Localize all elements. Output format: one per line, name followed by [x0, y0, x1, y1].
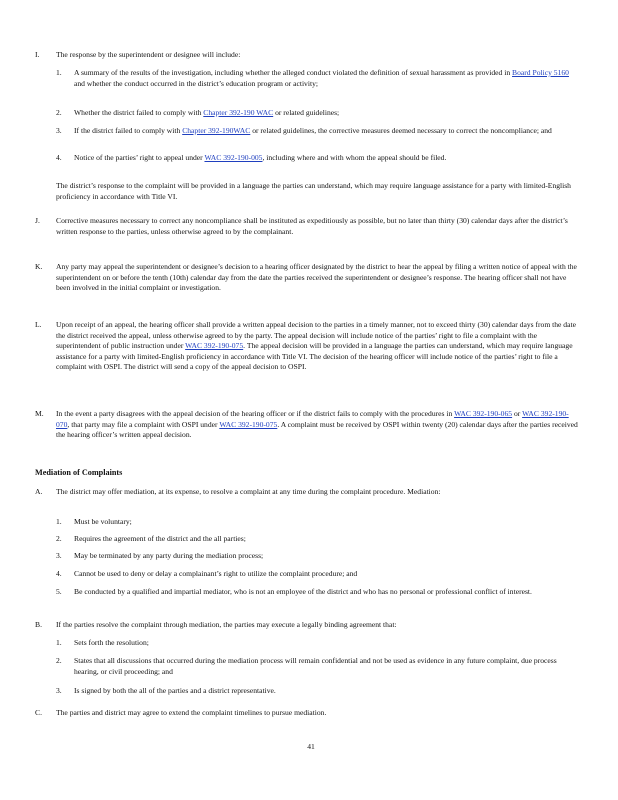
- wac-005-link[interactable]: WAC 392-190-005: [204, 153, 263, 162]
- wac-075-link-2[interactable]: WAC 392-190-075: [219, 419, 278, 429]
- item-number: 1.: [56, 638, 62, 647]
- mediation-a-item-2: Requires the agreement of the district and the all parties;: [74, 534, 246, 543]
- item-number: 4.: [56, 569, 62, 578]
- wac-075-link[interactable]: WAC 392-190-075: [185, 341, 244, 350]
- mediation-label-a: A.: [35, 487, 43, 496]
- mediation-a-item-1: Must be voluntary;: [74, 517, 132, 526]
- item-number: 3.: [56, 686, 62, 695]
- item-number: 1.: [56, 517, 62, 526]
- item-number: 4.: [56, 153, 62, 162]
- section-m-text: In the event a party disagrees with the appeal decision of the hearing officer or if the district fails to comply with the procedures in WAC 392-190-065 or WAC 392-190-070, that party may file a complaint with OSPI under WAC 392-190-075. A complaint must be received by OSPI within twenty (20) calendar days after the parties received the hearing officer’s written appeal decision.: [56, 409, 578, 439]
- section-i-closing: The district’s response to the complaint will be provided in a language the parties can understand, which may require language assistance for a party with limited-English proficiency in accordance with Title VI.: [56, 181, 571, 201]
- section-i-item-2: Whether the district failed to comply with Chapter 392-190 WAC or related guidelines;: [74, 108, 340, 117]
- section-j-text: Corrective measures necessary to correct any noncompliance shall be instituted as expeditiously as possible, but no later than thirty (30) calendar days after the district’s written response to the parties, unless otherwise agreed to by the complainant.: [56, 216, 568, 236]
- mediation-c-text: The parties and district may agree to extend the complaint timelines to pursue mediation.: [56, 708, 327, 717]
- mediation-b-item-3: Is signed by both the all of the parties and a district representative.: [74, 686, 276, 695]
- section-k-text: Any party may appeal the superintendent or designee’s decision to a hearing officer designated by the district to hear the appeal by filing a written notice of appeal with the superintendent on or before the tenth (10th) calendar day from the date the parties received the superintendent or designee’s response. The hearing officer shall not have been involved in the initial complaint or investigation.: [56, 262, 577, 292]
- wac-chapter-link[interactable]: Chapter 392-190 WAC: [203, 108, 274, 117]
- mediation-a-item-3: May be terminated by any party during the mediation process;: [74, 551, 264, 560]
- section-i-intro: The response by the superintendent or designee will include:: [56, 50, 241, 59]
- mediation-a-item-5: Be conducted by a qualified and impartial mediator, who is not an employee of the district and who has no personal or professional conflict of interest.: [74, 587, 532, 596]
- section-label-i: I.: [35, 50, 40, 59]
- mediation-label-b: B.: [35, 620, 42, 629]
- item-number: 2.: [56, 656, 62, 665]
- item-number: 2.: [56, 108, 62, 117]
- item-number: 5.: [56, 587, 62, 596]
- section-label-l: L.: [35, 320, 42, 329]
- section-l-text: Upon receipt of an appeal, the hearing officer shall provide a written appeal decision to the parties in a timely manner, not to exceed thirty (30) calendar days from the date the district received the appeal, unless otherwise agreed to by the party. The appeal decision will include notice of the parties’ right to file a complaint with the superintendent of public instruction under WAC 392-190-075. The appeal decision will be provided in a language the parties can understand, which may require language assistance for a party with limited-English proficiency in accordance with Title VI. The decision of the hearing officer will include notice of the parties’ right to file a complaint with OSPI. The district will send a copy of the appeal decision to OSPI.: [56, 320, 576, 371]
- item-number: 3.: [56, 126, 62, 135]
- section-label-m: M.: [35, 409, 44, 418]
- mediation-heading: Mediation of Complaints: [35, 468, 123, 477]
- mediation-a-text: The district may offer mediation, at its expense, to resolve a complaint at any time during the complaint procedure. Mediation:: [56, 487, 441, 496]
- mediation-label-c: C.: [35, 708, 42, 717]
- page-number: 41: [307, 742, 315, 751]
- board-policy-link[interactable]: Board Policy 5160: [512, 68, 569, 77]
- item-number: 1.: [56, 68, 62, 77]
- wac-chapter-link-2[interactable]: Chapter 392-190WAC: [182, 126, 251, 135]
- mediation-b-item-1: Sets forth the resolution;: [74, 638, 149, 647]
- wac-070-link[interactable]: WAC 392-190-070: [56, 409, 569, 429]
- item-number: 2.: [56, 534, 62, 543]
- section-label-k: K.: [35, 262, 43, 271]
- mediation-b-text: If the parties resolve the complaint through mediation, the parties may execute a legally binding agreement that:: [56, 620, 397, 629]
- item-number: 3.: [56, 551, 62, 560]
- mediation-b-item-2: States that all discussions that occurred during the mediation process will remain confidential and not be used as evidence in any future complaint, due process hearing, or civil proceeding; and: [74, 656, 557, 676]
- mediation-a-item-4: Cannot be used to deny or delay a complainant’s right to utilize the complaint procedure; and: [74, 569, 358, 578]
- section-label-j: J.: [35, 216, 40, 225]
- section-i-item-4: Notice of the parties’ right to appeal under WAC 392-190-005, including where and with whom the appeal should be filed.: [74, 153, 447, 162]
- section-i-item-3: If the district failed to comply with Chapter 392-190WAC or related guidelines, the corrective measures deemed necessary to correct the noncompliance; and: [74, 126, 552, 135]
- section-i-item-1: A summary of the results of the investigation, including whether the alleged conduct violated the definition of sexual harassment as provided in Board Policy 5160 and whether the conduct occurred in the district’s education program or activity;: [74, 68, 569, 88]
- wac-065-link[interactable]: WAC 392-190-065: [454, 409, 513, 418]
